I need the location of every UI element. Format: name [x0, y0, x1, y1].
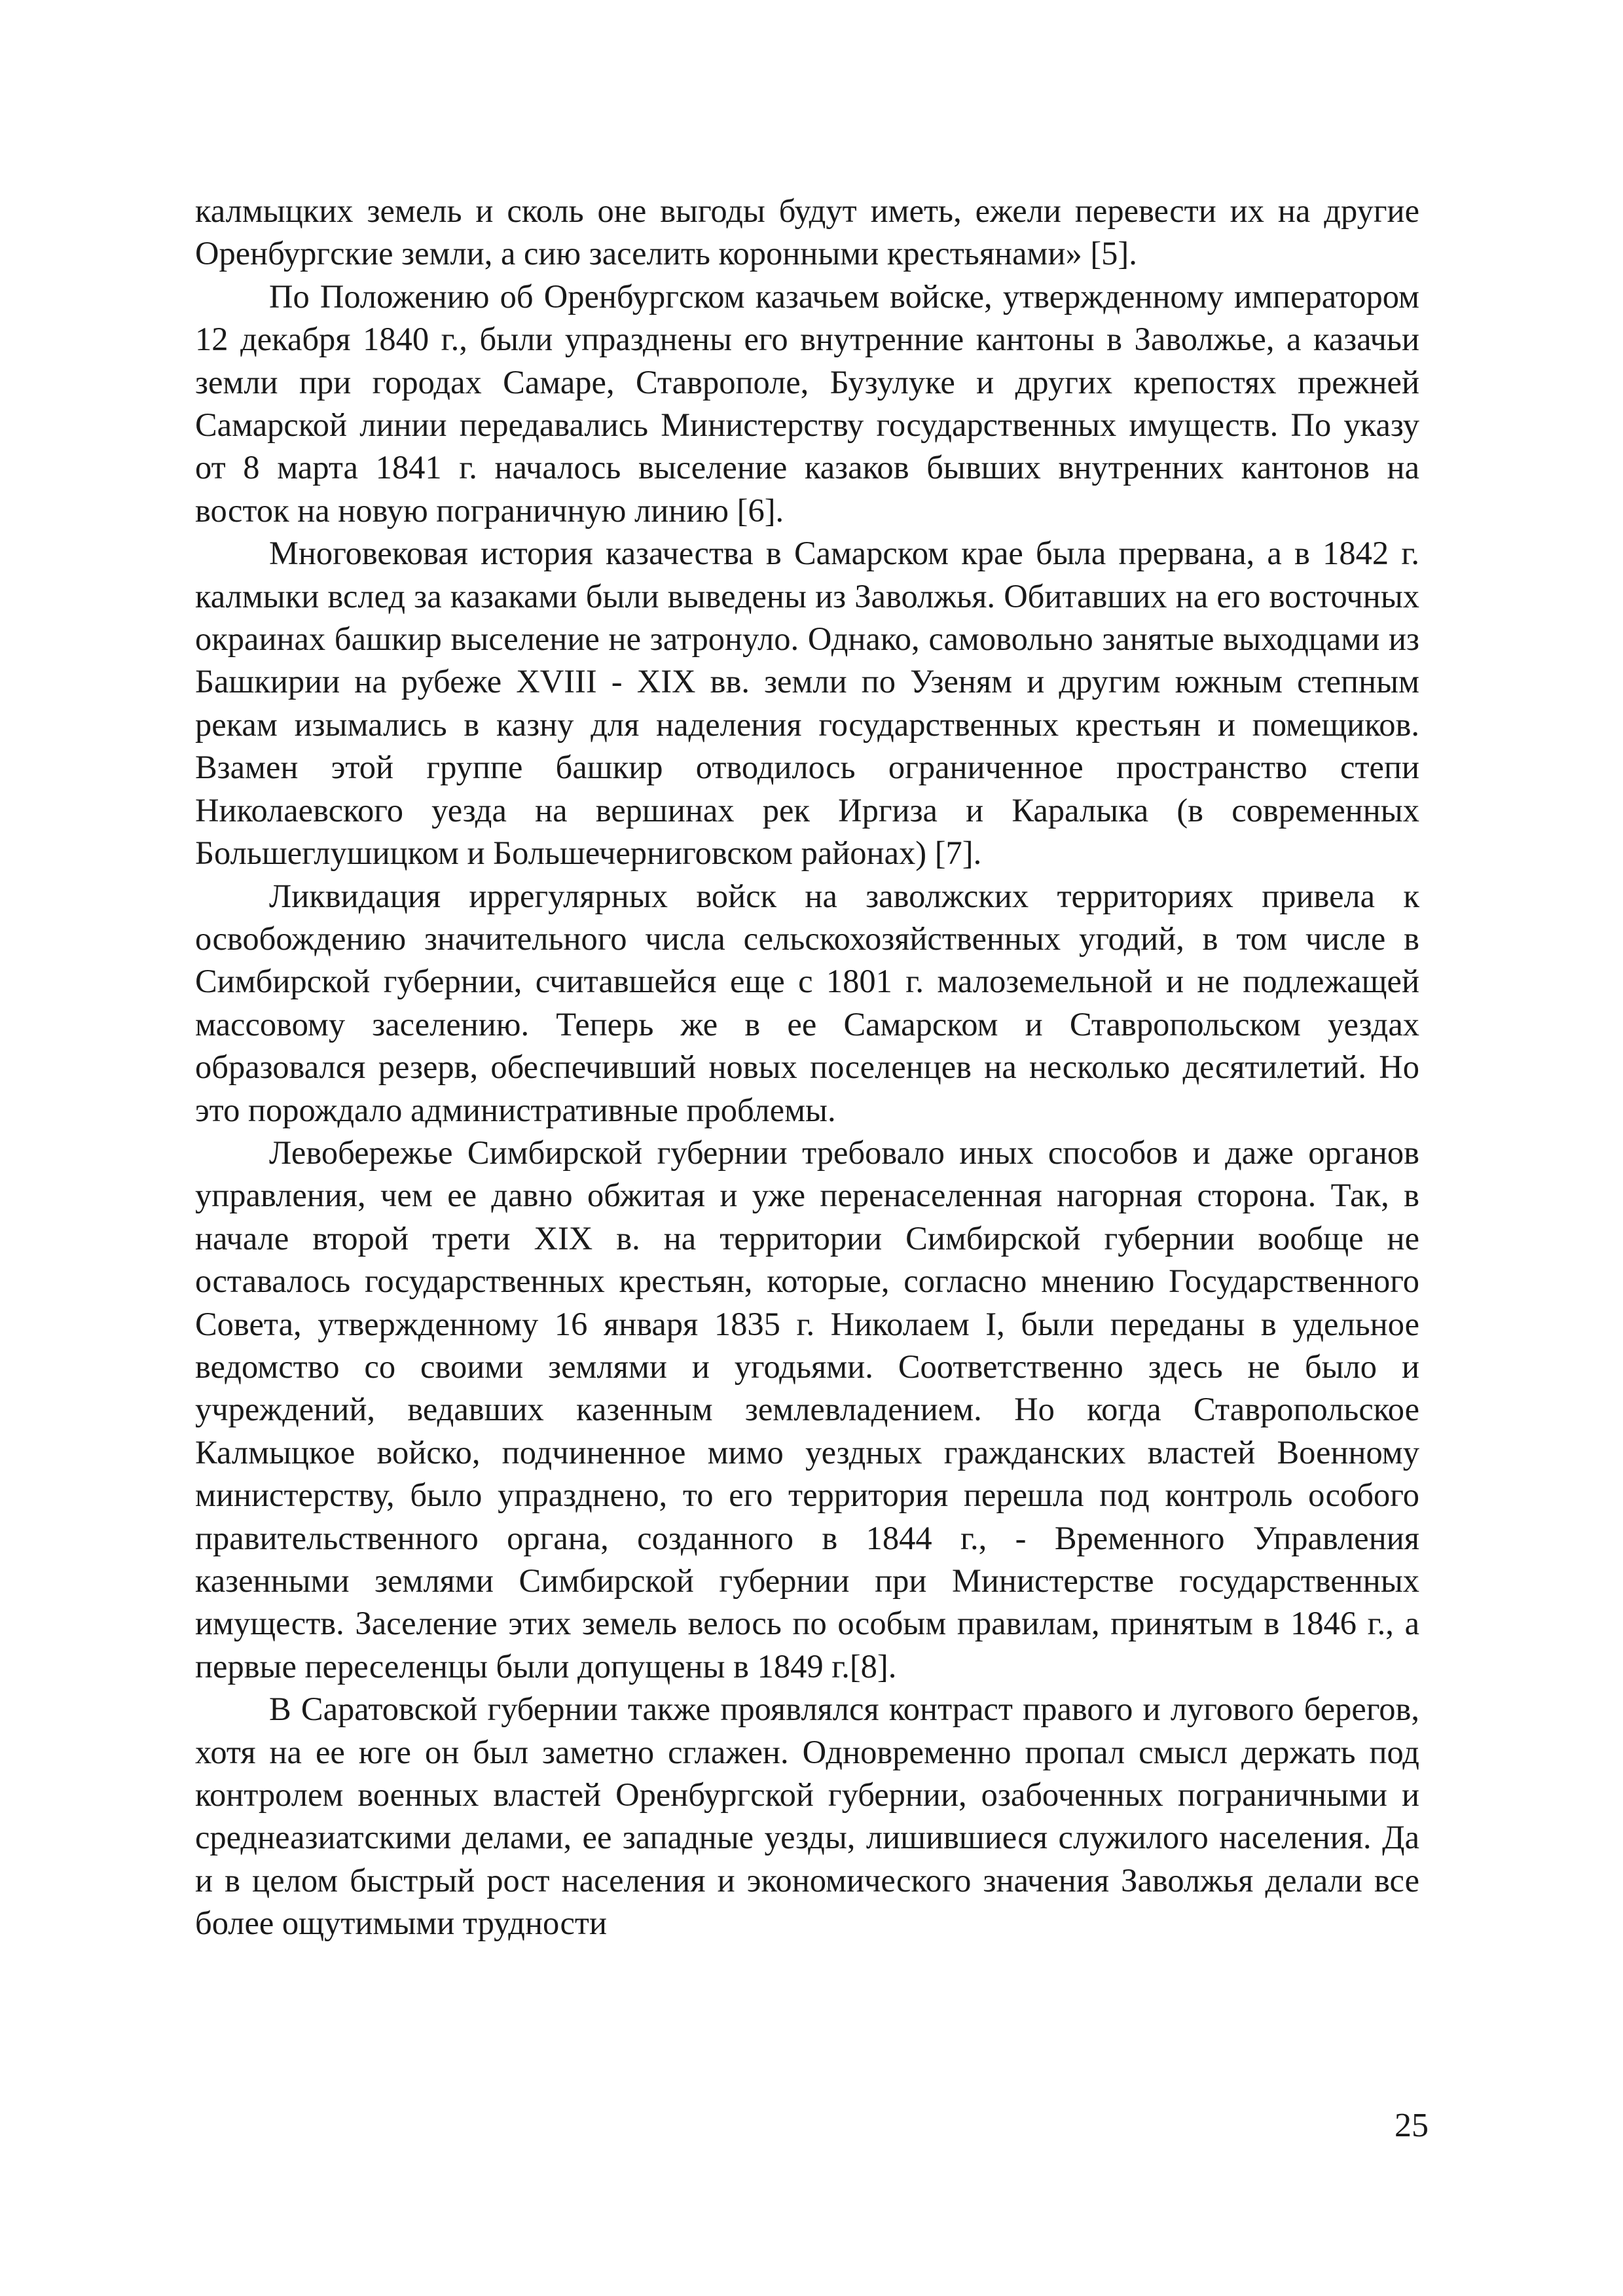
- paragraph-orenburg-cossacks: По Положению об Оренбургском казачьем войске, утвержденному императором 12 декабря 1840 г., были упразднены его внутренние кантоны в Заволжье, а казачьи земли при городах Самаре, Ставрополе, Бузулуке и других крепостях прежней Самарской линии передавались Министерству государственных имуществ. По указу от 8 марта 1841 г. началось выселение казаков бывших внутренних кантонов на восток на новую пограничную линию [6].: [195, 278, 1419, 529]
- page-number: 25: [1395, 2107, 1429, 2144]
- paragraph-liquidation: Ликвидация иррегулярных войск на заволжских территориях привела к освобождению значительного числа сельскохозяйственных угодий, в том числе в Симбирской губернии, считавшейся еще с 1801 г. малоземельной и не подлежащей массовому заселению. Теперь же в ее Самарском и Ставропольском уездах образовался резерв, обеспечивший новых поселенцев на несколько десятилетий. Но это порождало административные проблемы.: [195, 877, 1419, 1128]
- paragraph-left-bank: Левобережье Симбирской губернии требовало иных способов и даже органов управления, чем ее давно обжитая и уже перенаселенная нагорная сторона. Так, в начале второй трети XIX в. на территории Симбирской губернии вообще не оставалось государственных крестьян, которые, согласно мнению Государственного Совета, утвержденному 16 января 1835 г. Николаем I, были переданы в удельное ведомство со своими землями и угодьями. Соответственно здесь не было и учреждений, ведавших казенным землевладением. Но когда Ставропольское Калмыцкое войско, подчиненное мимо уездных гражданских властей Военному министерству, было упразднено, то его территория перешла под контроль особого правительственного органа, созданного в 1844 г., - Временного Управления казенными землями Симбирской губернии при Министерстве государственных имуществ. Заселение этих земель велось по особым правилам, принятым в 1846 г., а первые переселенцы были допущены в 1849 г.[8].: [195, 1134, 1419, 1685]
- body-text: [195, 190, 1419, 1945]
- paragraph-saratov: В Саратовской губернии также проявлялся контраст правого и лугового берегов, хотя на ее юге он был заметно сглажен. Одновременно пропал смысл держать под контролем военных властей Оренбургской губернии, озабоченных пограничными и среднеазиатскими делами, ее западные уезды, лишившиеся служилого населения. Да и в целом быстрый рост населения и экономического значения Заволжья делали все более ощутимыми трудности: [195, 1691, 1419, 1942]
- paragraph-continuation: калмыцких земель и сколь оне выгоды будут иметь, ежели перевести их на другие Оренбургские земли, а сию заселить коронными крестьянами» [5].: [195, 192, 1419, 272]
- paragraph-cossack-history: Многовековая история казачества в Самарском крае была прервана, а в 1842 г. калмыки вслед за казаками были выведены из Заволжья. Обитавших на его восточных окраинах башкир выселение не затронуло. Однако, самовольно занятые выходцами из Башкирии на рубеже XVIII - XIX вв. земли по Узеням и другим южным степным рекам изымались в казну для наделения государственных крестьян и помещиков. Взамен этой группе башкир отводилось ограниченное пространство степи Николаевского уезда на вершинах рек Иргиза и Каралыка (в современных Большеглушицком и Большечерниговском районах) [7].: [195, 535, 1419, 872]
